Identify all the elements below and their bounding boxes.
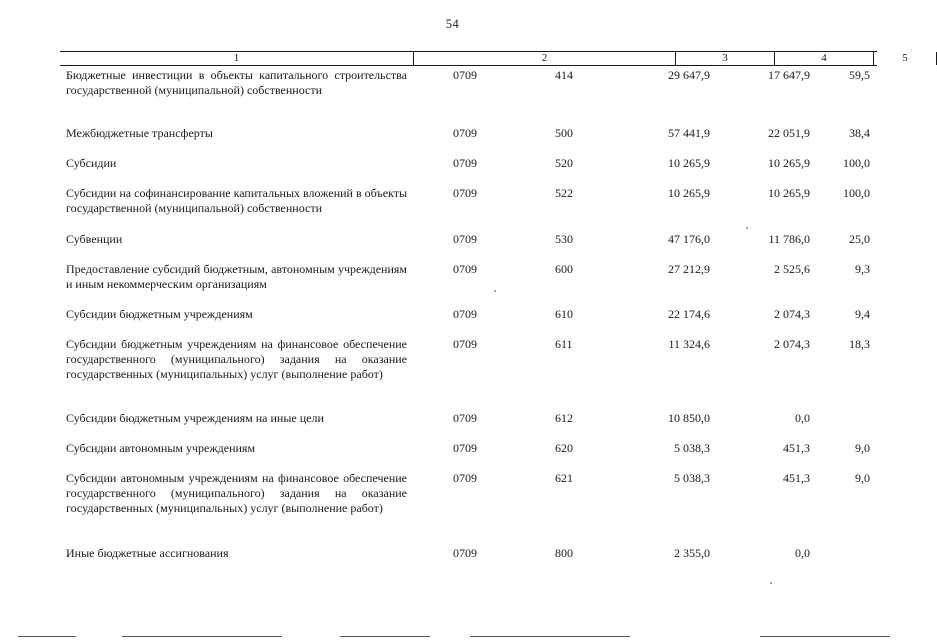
border-segment (18, 636, 76, 637)
row-percent: 59,5 (849, 68, 870, 82)
header-col-2: 2 (413, 52, 675, 65)
row-section: 0709 (453, 441, 477, 455)
row-plan: 2 355,0 (674, 546, 710, 560)
row-group: 500 (555, 126, 573, 140)
row-fact: 22 051,9 (768, 126, 810, 140)
row-percent: 25,0 (849, 232, 870, 246)
row-name: Субвенции (66, 232, 123, 246)
header-col-4: 4 (774, 52, 873, 65)
scan-speck (770, 582, 772, 584)
row-fact: 2 074,3 (774, 307, 810, 321)
row-plan: 10 265,9 (668, 156, 710, 170)
row-percent: 100,0 (843, 186, 870, 200)
row-name: Субсидии автономным учреждениям (66, 441, 256, 455)
row-name: Субсидии бюджетным учреждениям на иные цели (66, 411, 324, 425)
row-percent: 9,0 (855, 441, 870, 455)
row-fact: 451,3 (783, 441, 810, 455)
row-fact: 2 074,3 (774, 337, 810, 351)
row-plan: 27 212,9 (668, 262, 710, 276)
row-group: 414 (555, 68, 573, 82)
page-number: 54 (445, 17, 460, 31)
row-percent: 18,3 (849, 337, 870, 351)
row-group: 612 (555, 411, 573, 425)
row-name: Субсидии автономным учреждениям на финансовое обеспечение государственного (муниципального) задания на оказание государственных (муниципальных) услуг (выполнение работ) (66, 471, 407, 515)
row-section: 0709 (453, 232, 477, 246)
header-col-5: 5 (873, 52, 937, 65)
row-name: Субсидии (66, 156, 117, 170)
row-group: 610 (555, 307, 573, 321)
row-section: 0709 (453, 156, 477, 170)
row-section: 0709 (453, 471, 477, 485)
row-plan: 10 850,0 (668, 411, 710, 425)
row-percent: 38,4 (849, 126, 870, 140)
row-group: 530 (555, 232, 573, 246)
row-section: 0709 (453, 186, 477, 200)
row-name: Бюджетные инвестиции в объекты капитального строительства государственной (муниципальной) собственности (66, 68, 407, 97)
row-group: 621 (555, 471, 573, 485)
row-group: 800 (555, 546, 573, 560)
row-plan: 47 176,0 (668, 232, 710, 246)
row-group: 620 (555, 441, 573, 455)
row-plan: 29 647,9 (668, 68, 710, 82)
row-group: 522 (555, 186, 573, 200)
row-plan: 5 038,3 (674, 471, 710, 485)
row-fact: 10 265,9 (768, 186, 810, 200)
bottom-border-line (0, 636, 905, 638)
row-percent: 9,3 (855, 262, 870, 276)
row-plan: 5 038,3 (674, 441, 710, 455)
row-section: 0709 (453, 307, 477, 321)
row-name: Субсидии бюджетным учреждениям (66, 307, 253, 321)
border-segment (470, 636, 630, 637)
row-section: 0709 (453, 262, 477, 276)
row-section: 0709 (453, 411, 477, 425)
border-segment (760, 636, 890, 637)
row-plan: 57 441,9 (668, 126, 710, 140)
row-fact: 451,3 (783, 471, 810, 485)
row-section: 0709 (453, 126, 477, 140)
header-col-3: 3 (675, 52, 774, 65)
border-segment (122, 636, 282, 637)
row-name: Иные бюджетные ассигнования (66, 546, 229, 560)
row-fact: 17 647,9 (768, 68, 810, 82)
row-section: 0709 (453, 337, 477, 351)
row-section: 0709 (453, 546, 477, 560)
row-fact: 10 265,9 (768, 156, 810, 170)
row-fact: 0,0 (795, 546, 810, 560)
row-name: Субсидии на софинансирование капитальных вложений в объекты государственной (муниципальной) собственности (66, 186, 407, 215)
row-group: 520 (555, 156, 573, 170)
header-col-1: 1 (233, 52, 240, 64)
row-plan: 10 265,9 (668, 186, 710, 200)
row-plan: 11 324,6 (668, 337, 710, 351)
row-name: Межбюджетные трансферты (66, 126, 213, 140)
row-percent: 100,0 (843, 156, 870, 170)
row-percent: 9,4 (855, 307, 870, 321)
row-fact: 11 786,0 (768, 232, 810, 246)
row-fact: 0,0 (795, 411, 810, 425)
row-section: 0709 (453, 68, 477, 82)
scan-speck (746, 227, 748, 229)
row-name: Предоставление субсидий бюджетным, автономным учреждениям и иным некоммерческим организациям (66, 262, 407, 291)
row-name: Субсидии бюджетным учреждениям на финансовое обеспечение государственного (муниципального) задания на оказание государственных (муниципальных) услуг (выполнение работ) (66, 337, 407, 381)
row-group: 600 (555, 262, 573, 276)
scan-speck (494, 290, 496, 292)
row-percent: 9,0 (855, 471, 870, 485)
border-segment (340, 636, 430, 637)
row-group: 611 (555, 337, 573, 351)
row-plan: 22 174,6 (668, 307, 710, 321)
row-fact: 2 525,6 (774, 262, 810, 276)
